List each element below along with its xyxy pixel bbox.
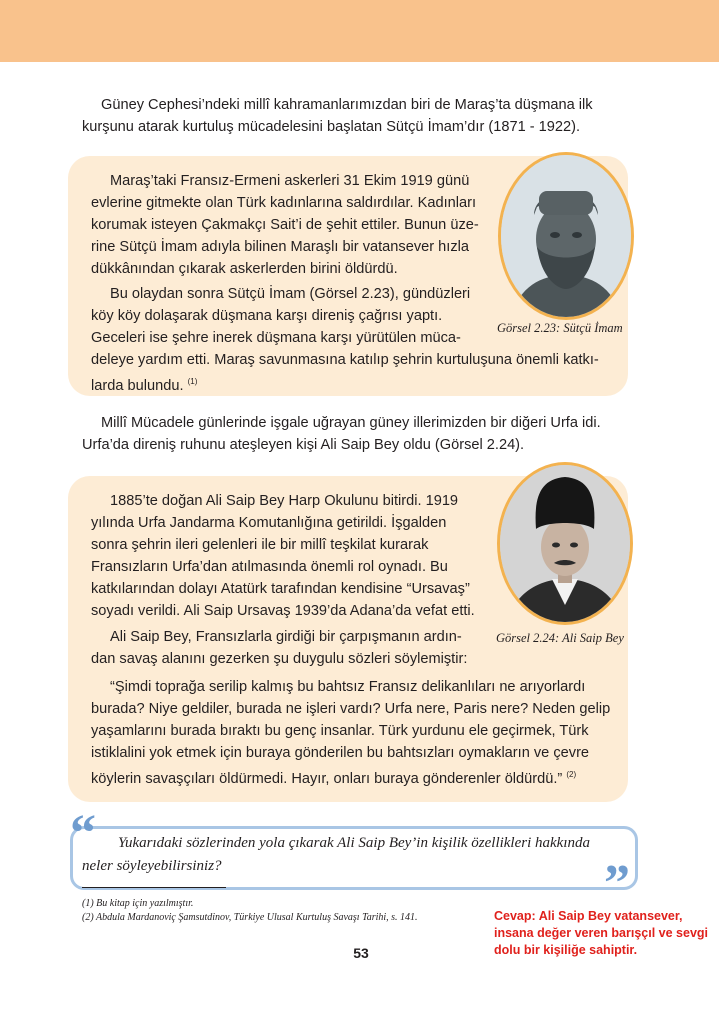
footnote-2: (2) Abdula Mardanoviç Şamsutdinov, Türkiye Ulusal Kurtuluş Savaşı Tarihi, s. 141.: [82, 912, 418, 923]
footnote-ref-2: (2): [566, 770, 577, 779]
caption-ali-saip-bey: Görsel 2.24: Ali Saip Bey: [496, 631, 624, 645]
open-quote-icon: “: [70, 805, 96, 862]
portrait-ali-saip-bey: [497, 462, 633, 625]
portrait-photo: [500, 465, 630, 622]
box2-paragraph-2: Ali Saip Bey, Fransızlarla girdiği bir çarpışmanın ardın- dan savaş alanını gezerken şu duygulu sözleri söylemiştir:: [91, 629, 468, 667]
box2-quote: “Şimdi toprağa serilip kalmış bu bahtsız Fransız delikanlıları ne arıyorlardı burada? Niye geldiler, burada ne işleri vardı? Urfa nere, Paris nere? Neden gelip yaşamlarını burada bıraktı bu genç insanlar. Türk yurdunu ele geçirmek, Türk istiklalini yok etmek için buraya gönderilen bu bahtsızları oymakların ve çevre köylerin savaşçıları öldürmedi. Hayır, onları buraya gönderenler öldürdü.” $^{(2)}$: [91, 679, 611, 787]
close-quote-icon: ”: [604, 855, 630, 912]
box2-paragraph-1: 1885’te doğan Ali Saip Bey Harp Okulunu bitirdi. 1919 yılında Urfa Jandarma Komutanlığına getirildi. İşgalden sonra şehrin ileri gelenleri ile bir millî teşkilat kurarak Fransızların Urfa’dan atılmasında önemli rol oynadı. Bu katkılarından dolayı Atatürk tarafından kendisine “Ursavaş” soyadı verildi. Ali Saip Ursavaş 1939’da Adana’da vefat etti.: [91, 493, 475, 619]
question-text: Yukarıdaki sözlerinden yola çıkarak Ali Saip Bey’in kişilik özellikleri hakkında neler söyleyebilirsiniz?: [82, 835, 590, 874]
answer-note: Cevap: Ali Saip Bey vatansever, insana değer veren barışçıl ve sevgi dolu bir kişiliğe sahiptir.: [494, 909, 709, 957]
box1-paragraph-1: Maraş’taki Fransız-Ermeni askerleri 31 Ekim 1919 günü evlerine gitmekte olan Türk kadınlarına saldırdılar. Kadınları korumak isteyen Çakmakçı Sait’i de şehit ettiler. Bunun üze- rine Sütçü İmam adıyla bilinen Maraşlı bir vatansever hızla dükkânından çıkarak askerlerden birini öldürdü.: [91, 173, 479, 277]
box1-paragraph-2-cont: deleye yardım etti. Maraş savunmasına katılıp şehrin kurtuluşuna önemli katkı- larda bulundu. $^{(1)}$: [91, 352, 599, 394]
box1-paragraph-2: Bu olaydan sonra Sütçü İmam (Görsel 2.23), gündüzleri köy köy dolaşarak düşmana karşı direniş çağrısı yaptı. Geceleri ise şehre inerek düşmana karşı yürütülen müca-: [91, 286, 471, 346]
intro-paragraph: Güney Cephesi’ndeki millî kahramanlarımızdan biri de Maraş’ta düşmana ilk kurşunu atarak kurtuluş mücadelesini başlatan Sütçü İmam’dır (1871 - 1922).: [82, 97, 593, 135]
footnote-ref-1: (1): [187, 377, 198, 386]
footnote-1: (1) Bu kitap için yazılmıştır.: [82, 898, 194, 909]
middle-paragraph: Millî Mücadele günlerinde işgale uğrayan güney illerimizden bir diğeri Urfa idi. Urfa’da direniş ruhunu ateşleyen kişi Ali Saip Bey oldu (Görsel 2.24).: [82, 415, 601, 453]
page-number: 53: [353, 945, 369, 961]
header-band: [0, 0, 719, 62]
statue-image: [501, 155, 631, 317]
caption-sutcu-imam: Görsel 2.23: Sütçü İmam: [497, 321, 623, 335]
footnote-rule: [82, 887, 226, 888]
portrait-sutcu-imam: [498, 152, 634, 320]
